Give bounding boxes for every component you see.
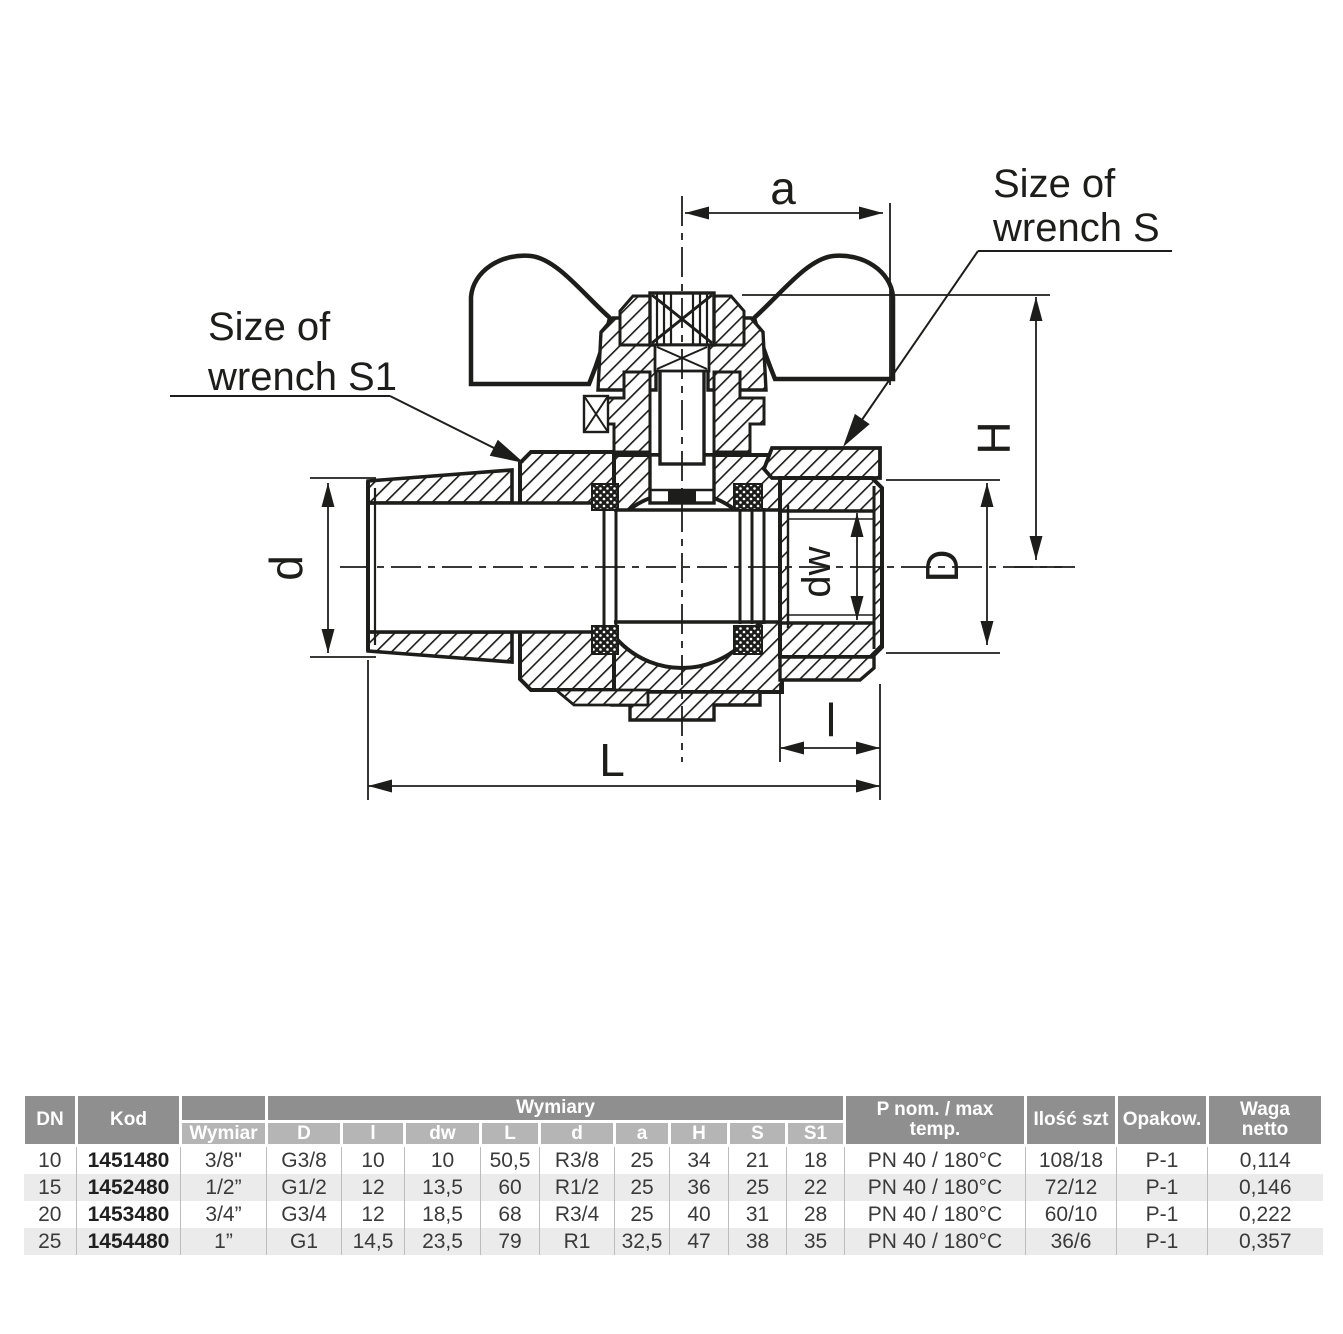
cell-S: 21 [729,1146,787,1175]
cell-d: R1/2 [540,1174,615,1201]
cell-S1: 18 [787,1146,845,1175]
cell-opakow: P-1 [1117,1146,1208,1175]
wrench-s-label-line2: wrench S [993,206,1160,250]
header-spacer [181,1095,267,1122]
cell-d: R3/8 [540,1146,615,1175]
spec-table [22,1093,1324,1255]
male-thread-bottom [368,632,512,662]
header-ilosc: Ilość szt [1026,1095,1117,1146]
cell-H: 34 [670,1146,729,1175]
cell-ilosc: 72/12 [1026,1174,1117,1201]
wrench-s1-label-line2: wrench S1 [208,355,397,399]
cell-l: 12 [342,1201,405,1228]
cell-S1: 28 [787,1201,845,1228]
header-waga-line2: netto [1241,1119,1289,1140]
cell-D: G3/8 [267,1146,342,1175]
header-col-a: a [615,1122,670,1146]
cell-D: G1/2 [267,1174,342,1201]
dim-label-dw: dw [795,546,839,598]
header-dn: DN [24,1095,77,1146]
cell-H: 40 [670,1201,729,1228]
cell-S1: 22 [787,1174,845,1201]
header-kod: Kod [77,1095,181,1146]
cell-d: R3/4 [540,1201,615,1228]
cell-D: G3/4 [267,1201,342,1228]
header-col-d: d [540,1122,615,1146]
cell-L: 60 [481,1174,540,1201]
table-row [24,1228,1323,1255]
seat-seal [592,484,618,510]
cell-wymiar: 1” [181,1228,267,1255]
table-body [24,1146,1323,1256]
seat-seal [592,626,618,654]
table-row [24,1201,1323,1228]
male-thread-top [368,470,512,503]
cell-l: 12 [342,1174,405,1201]
cell-L: 79 [481,1228,540,1255]
header-col-S1: S1 [787,1122,845,1146]
dim-label-L: L [599,734,625,786]
header-col-S: S [729,1122,787,1146]
cell-l: 14,5 [342,1228,405,1255]
cell-dn: 20 [38,1202,62,1226]
header-waga-line1: Waga [1240,1099,1290,1121]
cell-dw: 10 [405,1146,481,1175]
cell-wymiar: 1/2” [181,1174,267,1201]
cell-L: 68 [481,1201,540,1228]
cell-a: 25 [615,1146,670,1175]
cell-waga: 0,146 [1208,1174,1323,1201]
wrench-s-label-line1: Size of [993,162,1116,206]
wrench-s1-label-line1: Size of [208,305,331,349]
header-col-l: l [342,1122,405,1146]
header-wymiary-group: Wymiary [267,1095,845,1122]
cell-S1: 35 [787,1228,845,1255]
header-pnom-line2: temp. [909,1119,961,1140]
dim-label-a: a [770,162,796,214]
cell-L: 50,5 [481,1146,540,1175]
cell-waga: 0,114 [1208,1146,1323,1175]
cell-kod: 1454480 [77,1228,181,1255]
cell-pnom: PN 40 / 180°C [845,1228,1026,1255]
cell-dw: 13,5 [405,1174,481,1201]
handle-wing-right [754,256,893,379]
cell-a: 32,5 [615,1228,670,1255]
cell-S: 31 [729,1201,787,1228]
cell-kod: 1451480 [77,1146,181,1175]
cell-dn: 25 [24,1228,77,1255]
cell-wymiar: 3/4” [181,1201,267,1228]
cell-pnom: PN 40 / 180°C [845,1146,1026,1175]
header-col-H: H [670,1122,729,1146]
cell-kod: 1453480 [77,1201,181,1228]
header-waga [1208,1095,1323,1146]
cell-pnom: PN 40 / 180°C [845,1174,1026,1201]
table-row [24,1146,1323,1175]
cell-waga: 0,357 [1208,1228,1323,1255]
header-pnom [845,1095,1026,1146]
cell-a: 25 [615,1201,670,1228]
cell-dn: 15 [24,1174,77,1201]
handle-wing-left [471,256,610,384]
header-pnom-line1: P nom. / max [876,1099,994,1121]
cell-pnom: PN 40 / 180°C [845,1201,1026,1228]
header-wymiar: Wymiar [181,1122,267,1146]
cell-ilosc: 60/10 [1026,1201,1117,1228]
cell-dn: 10 [38,1148,62,1172]
table-row [24,1174,1323,1201]
cell-ilosc: 108/18 [1026,1146,1117,1175]
cell-S: 25 [729,1174,787,1201]
header-col-D: D [267,1122,342,1146]
dim-label-D: D [916,549,968,583]
cell-opakow: P-1 [1117,1201,1208,1228]
header-opakow: Opakow. [1117,1095,1208,1146]
cell-H: 47 [670,1228,729,1255]
cell-D: G1 [267,1228,342,1255]
cell-wymiar: 3/8'' [181,1146,267,1175]
cell-a: 25 [615,1174,670,1201]
cell-l: 10 [342,1146,405,1175]
cell-dw: 23,5 [405,1228,481,1255]
hex-s [764,448,880,478]
header-col-dw: dw [405,1122,481,1146]
cell-d: R1 [540,1228,615,1255]
seat-seal [734,626,762,654]
cell-kod: 1452480 [77,1174,181,1201]
dim-label-H: H [968,421,1020,455]
cell-S: 38 [729,1228,787,1255]
dim-label-l: l [825,694,837,746]
seat-seal [734,484,762,510]
cell-H: 36 [670,1174,729,1201]
dim-label-d: d [260,555,312,581]
cell-ilosc: 36/6 [1026,1228,1117,1255]
cell-waga: 0,222 [1208,1201,1323,1228]
cell-opakow: P-1 [1117,1174,1208,1201]
cell-dw: 18,5 [405,1201,481,1228]
cell-opakow: P-1 [1117,1228,1208,1255]
header-col-L: L [481,1122,540,1146]
